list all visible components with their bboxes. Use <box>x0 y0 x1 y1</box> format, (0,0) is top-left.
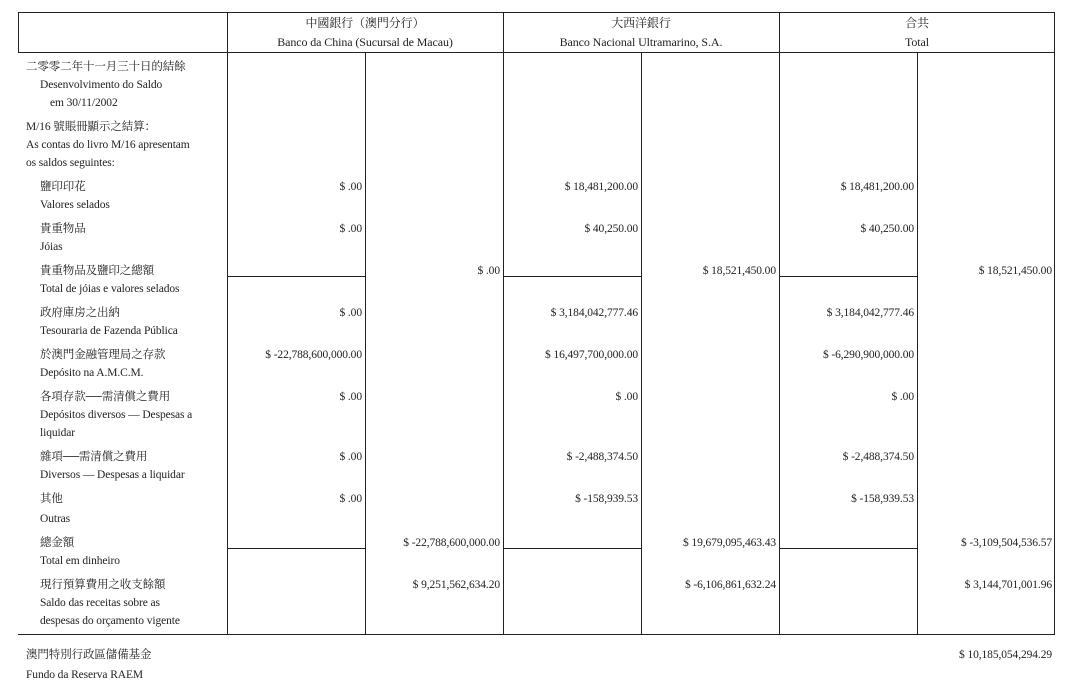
bnu-value: $ -158,939.53 <box>575 493 638 505</box>
row-label-pt: Diversos — Despesas a liquidar <box>40 469 185 481</box>
col-header-bc-zh: 中國銀行（澳門分行） <box>305 16 425 30</box>
bc-value: $ -22,788,600,000.00 <box>265 349 362 361</box>
subtotal-rule <box>227 276 365 277</box>
row-label-pt: Outras <box>40 513 71 525</box>
total-value: $ 40,250.00 <box>860 223 914 235</box>
subtotal-rule <box>227 548 365 549</box>
table-right-border <box>1054 12 1055 634</box>
col-header-total-pt: Total <box>905 35 929 49</box>
bc-value: $ .00 <box>339 307 362 319</box>
table-bottom-border <box>18 634 1055 635</box>
bnu-value: $ 18,481,200.00 <box>564 181 638 193</box>
row-label-zh: 總金額 <box>40 537 75 549</box>
row-label-pt: Total em dinheiro <box>40 555 120 567</box>
section-pt2: os saldos seguintes: <box>26 157 115 169</box>
row-label-pt: Valores selados <box>40 199 110 211</box>
bnu-subtotal: $ 18,521,450.00 <box>702 265 776 277</box>
col-header-bc <box>227 14 503 52</box>
col-header-total <box>779 14 1055 52</box>
bnu-value: $ .00 <box>615 391 638 403</box>
total-subtotal: $ -3,109,504,536.57 <box>960 537 1052 549</box>
footer-label-pt: Fundo da Reserva RAEM <box>26 669 144 681</box>
bc-subtotal: $ -22,788,600,000.00 <box>403 537 500 549</box>
bnu-subtotal: $ 19,679,095,463.43 <box>683 537 776 549</box>
intro-pt1: Desenvolvimento do Saldo <box>40 79 163 91</box>
row-label-zh: 貴重物品 <box>40 223 86 235</box>
total-subtotal: $ 3,144,701,001.96 <box>964 579 1052 591</box>
row-label-pt: Saldo das receitas sobre as <box>40 597 160 609</box>
col-header-bnu-pt: Banco Nacional Ultramarino, S.A. <box>559 35 723 49</box>
section-zh: M/16 號賬冊顯示之結算： <box>26 121 156 133</box>
row-label-pt: Depósito na A.M.C.M. <box>40 367 144 379</box>
total-subtotal: $ 18,521,450.00 <box>978 265 1052 277</box>
row-label-pt: Jóias <box>40 241 63 253</box>
bc-value: $ .00 <box>339 391 362 403</box>
total-value: $ 18,481,200.00 <box>840 181 914 193</box>
row-label-pt: Total de jóias e valores selados <box>40 283 180 295</box>
col-header-bnu-zh: 大西洋銀行 <box>611 16 671 30</box>
row-label-zh: 鹽印印花 <box>40 181 86 193</box>
bc-value: $ .00 <box>339 223 362 235</box>
row-label-pt: liquidar <box>40 427 75 439</box>
row-label-zh: 現行預算費用之收支餘額 <box>40 579 166 591</box>
bc-value: $ .00 <box>339 451 362 463</box>
subtotal-rule <box>503 548 641 549</box>
intro-pt2: em 30/11/2002 <box>50 97 118 109</box>
bnu-value: $ 16,497,700,000.00 <box>545 349 638 361</box>
section-pt1: As contas do livro M/16 apresentam <box>26 139 190 151</box>
row-label-zh: 雜項──需清償之費用 <box>40 451 148 463</box>
row-label-pt: Tesouraria de Fazenda Pública <box>40 325 178 337</box>
col-header-total-zh: 合共 <box>905 16 929 30</box>
table-left-border <box>18 12 19 52</box>
bc-subtotal: $ 9,251,562,634.20 <box>412 579 500 591</box>
subtotal-rule <box>779 548 917 549</box>
footer-total-value: $ 10,185,054,294.29 <box>959 649 1052 661</box>
bc-value: $ .00 <box>339 181 362 193</box>
col-divider <box>779 12 780 634</box>
row-label-zh: 貴重物品及鹽印之總額 <box>40 265 154 277</box>
subtotal-rule <box>779 276 917 277</box>
row-label-zh: 於澳門金融管理局之存款 <box>40 349 166 361</box>
total-value: $ 3,184,042,777.46 <box>826 307 914 319</box>
total-value: $ -6,290,900,000.00 <box>822 349 914 361</box>
table-top-border <box>18 12 1055 13</box>
col-header-bnu <box>503 14 779 52</box>
row-label-zh: 其他 <box>40 493 63 505</box>
col-divider <box>503 12 504 634</box>
col-divider <box>227 12 228 634</box>
bnu-value: $ 3,184,042,777.46 <box>550 307 638 319</box>
bc-subtotal: $ .00 <box>477 265 500 277</box>
footer-label-zh: 澳門特別行政區儲備基金 <box>26 649 152 661</box>
header-bottom-border <box>18 52 1055 53</box>
col-header-bc-pt: Banco da China (Sucursal de Macau) <box>277 35 453 49</box>
intro-zh: 二零零二年十一月三十日的結餘 <box>26 61 186 73</box>
row-label-zh: 政府庫房之出納 <box>40 307 120 319</box>
bnu-value: $ -2,488,374.50 <box>566 451 638 463</box>
total-value: $ .00 <box>891 391 914 403</box>
subtotal-rule <box>503 276 641 277</box>
total-value: $ -158,939.53 <box>851 493 914 505</box>
bnu-subtotal: $ -6,106,861,632.24 <box>684 579 776 591</box>
bc-value: $ .00 <box>339 493 362 505</box>
row-label-zh: 各項存款──需清償之費用 <box>40 391 171 403</box>
row-label-pt: Depósitos diversos — Despesas a <box>40 409 193 421</box>
bnu-value: $ 40,250.00 <box>584 223 638 235</box>
total-value: $ -2,488,374.50 <box>842 451 914 463</box>
row-label-pt: despesas do orçamento vigente <box>40 615 180 627</box>
